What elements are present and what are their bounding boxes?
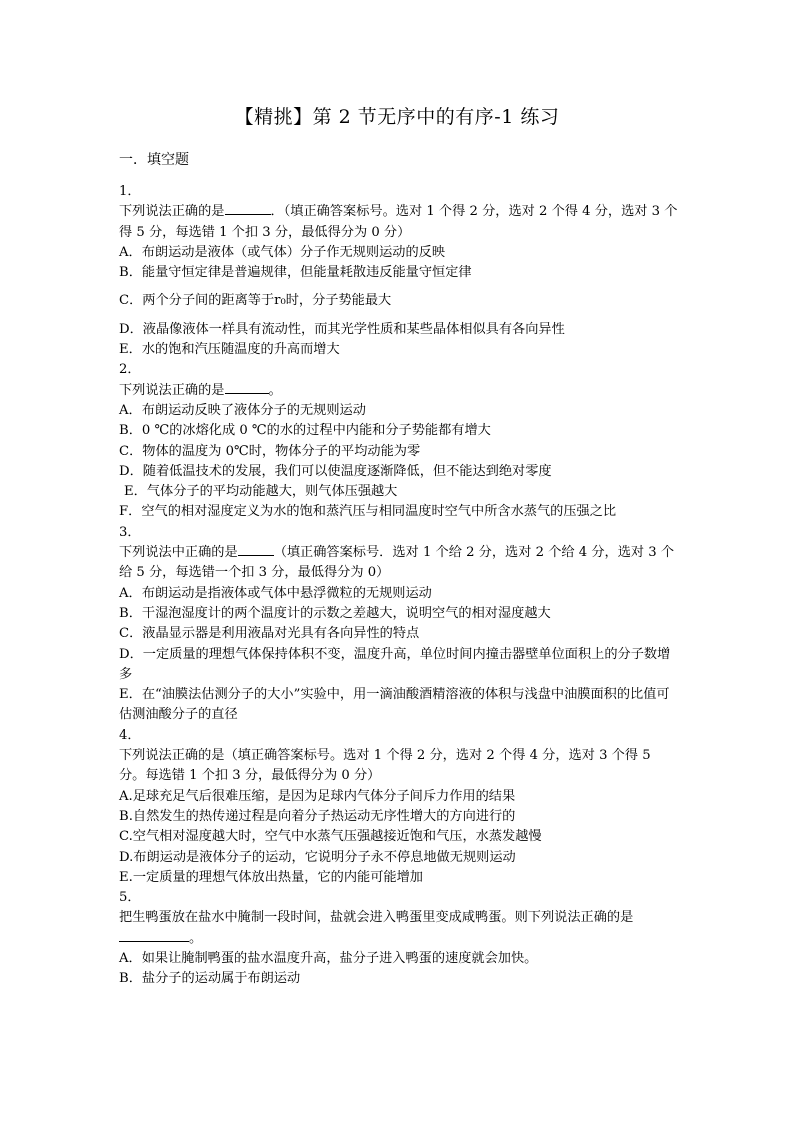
stem-text: 下列说法正确的是 (119, 204, 225, 220)
option-item: E.一定质量的理想气体放出热量，它的内能可能增加 (119, 869, 423, 885)
answer-blank (225, 381, 269, 394)
answer-blank (238, 543, 274, 556)
option-item: B.自然发生的热传递过程是向着分子热运动无序性增大的方向进行的 (119, 808, 516, 824)
stem-text: 下列说法正确的是 (119, 382, 225, 398)
option-item: A．如果让腌制鸭蛋的盐水温度升高，盐分子进入鸭蛋的速度就会加快。 (119, 950, 538, 966)
stem-text: 把生鸭蛋放在盐水中腌制一段时间，盐就会进入鸭蛋里变成咸鸭蛋。则下列说法正确的是 (119, 910, 634, 926)
section-heading: 一．填空题 (119, 152, 189, 168)
option-item: F．空气的相对湿度定义为水的饱和蒸汽压与相同温度时空气中所含水蒸气的压强之比 (119, 504, 617, 520)
option-item: A.足球充足气后很难压缩，是因为足球内气体分子间斥力作用的结果 (119, 788, 516, 804)
option-item: C．液晶显示器是利用液晶对光具有各向异性的特点 (119, 626, 420, 642)
question-stem: 下列说法正确的是（填正确答案标号。选对 1 个得 2 分，选对 2 个得 4 分，选对 3 个得 5 分。每选错 1 个扣 3 分，最低得分为 0 分） (119, 748, 651, 784)
option-item: D．液晶像液体一样具有流动性，而其光学性质和某些晶体相似具有各向异性 (119, 321, 565, 337)
answer-blank (225, 202, 271, 215)
option-item: C．两个分子间的距离等于r₀时，分子势能最大 (119, 293, 392, 309)
stem-text: 。 (189, 930, 203, 946)
page-title: 【精挑】第 2 节无序中的有序-1 练习 (234, 106, 560, 128)
stem-text: （填正确答案标号．选对 1 个给 2 分，选对 2 个给 4 分，选对 3 个给 5 分，每选错一个扣 3 分，最低得分为 0） (119, 545, 675, 581)
option-item: A．布朗运动是液体（或气体）分子作无规则运动的反映 (119, 244, 446, 260)
option-item: E．水的饱和汽压随温度的升高而增大 (119, 342, 340, 358)
answer-blank (119, 929, 189, 942)
stem-text: ．（填正确答案标号。选对 1 个得 2 分，选对 2 个得 4 分，选对 3 个得 5 分，每选错 1 个扣 3 分，最低得分为 0 分） (119, 204, 678, 240)
question-number: 5． (119, 890, 141, 906)
stem-text: 。 (268, 382, 282, 398)
question-stem (119, 543, 679, 584)
option-item: C.空气相对湿度越大时，空气中水蒸气压强越接近饱和气压，水蒸发越慢 (119, 829, 542, 845)
question-number: 3． (119, 524, 141, 540)
option-item: B．干湿泡湿度计的两个温度计的示数之差越大，说明空气的相对湿度越大 (119, 605, 551, 621)
option-item: A．布朗运动是指液体或气体中悬浮微粒的无规则运动 (119, 585, 432, 601)
option-item: A．布朗运动反映了液体分子的无规则运动 (119, 402, 366, 418)
stem-text: 下列说法中正确的是 (119, 545, 238, 561)
option-item: E．气体分子的平均动能越大，则气体压强越大 (124, 484, 398, 500)
question-stem (119, 202, 679, 243)
option-item: E．在“油膜法估测分子的大小”实验中，用一滴油酸酒精溶液的体积与浅盘中油膜面积的比值可估测油酸分子的直径 (119, 687, 670, 723)
option-item: D．一定质量的理想气体保持体积不变，温度升高，单位时间内撞击器壁单位面积上的分子数增多 (119, 646, 671, 682)
question-number: 1． (119, 184, 141, 199)
option-item: D.布朗运动是液体分子的运动，它说明分子永不停息地做无规则运动 (119, 849, 516, 865)
question-stem (119, 908, 679, 949)
question-list (119, 182, 679, 990)
option-item: B．0 ℃的冰熔化成 0 ℃的水的过程中内能和分子势能都有增大 (119, 423, 491, 439)
option-item: D．随着低温技术的发展，我们可以使温度逐渐降低，但不能达到绝对零度 (119, 463, 552, 479)
option-item: B．能量守恒定律是普遍规律，但能量耗散违反能量守恒定律 (119, 265, 472, 281)
option-item: B．盐分子的运动属于布朗运动 (119, 971, 301, 987)
option-item: C．物体的温度为 0℃时，物体分子的平均动能为零 (119, 443, 421, 459)
question-number: 4． (119, 727, 141, 743)
question-number: 2． (119, 362, 141, 378)
question-stem (119, 381, 679, 401)
